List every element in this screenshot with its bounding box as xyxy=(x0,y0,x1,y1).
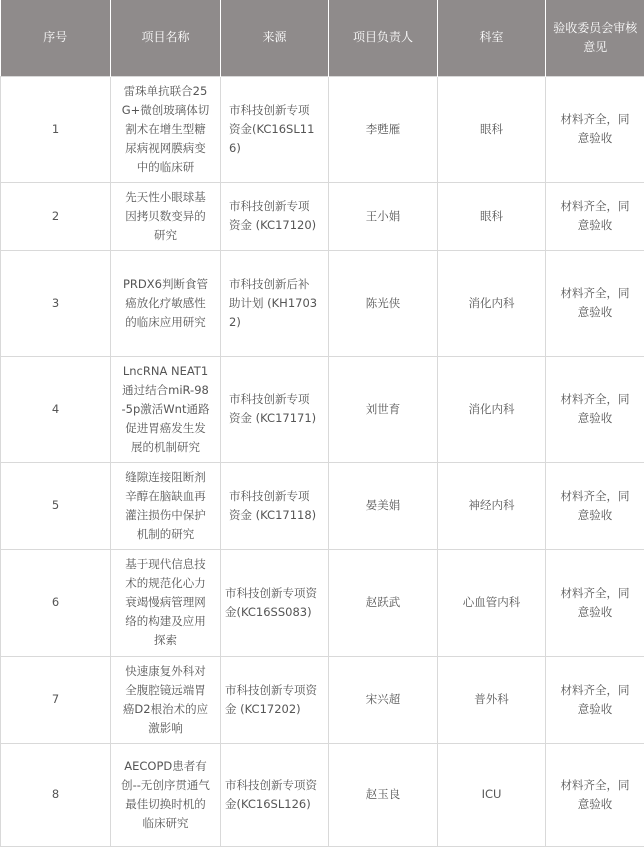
cell-no: 5 xyxy=(1,462,111,549)
cell-source: 市科技创新专项资金(KC16SL126) xyxy=(221,743,329,846)
cell-opinion: 材料齐全，同意验收 xyxy=(546,656,644,743)
cell-source: 市科技创新专项资金 (KC17171) xyxy=(221,356,329,462)
table-row xyxy=(1,182,644,250)
cell-opinion: 材料齐全，同意验收 xyxy=(546,182,644,250)
cell-leader: 晏美娟 xyxy=(329,462,438,549)
cell-opinion: 材料齐全，同意验收 xyxy=(546,549,644,656)
cell-project-name: AECOPD患者有创--无创序贯通气最佳切换时机的临床研究 xyxy=(111,743,221,846)
cell-department: 眼科 xyxy=(438,182,546,250)
table-row xyxy=(1,656,644,743)
cell-department: 心血管内科 xyxy=(438,549,546,656)
table-row xyxy=(1,462,644,549)
cell-source: 市科技创新专项资金(KC16SL116) xyxy=(221,76,329,182)
cell-project-name: PRDX6判断食管癌放化疗敏感性的临床应用研究 xyxy=(111,250,221,356)
cell-project-name: 缝隙连接阻断剂辛醇在脑缺血再灌注损伤中保护机制的研究 xyxy=(111,462,221,549)
header-source: 来源 xyxy=(221,0,329,76)
cell-no: 2 xyxy=(1,182,111,250)
header-opinion: 验收委员会审核意见 xyxy=(546,0,644,76)
header-row xyxy=(1,0,644,76)
table-row xyxy=(1,549,644,656)
cell-project-name: 雷珠单抗联合25G+微创玻璃体切割术在增生型糖尿病视网膜病变中的临床研 xyxy=(111,76,221,182)
cell-source: 市科技创新专项资金 (KC17118) xyxy=(221,462,329,549)
header-leader: 项目负责人 xyxy=(329,0,438,76)
cell-project-name: 先天性小眼球基因拷贝数变异的研究 xyxy=(111,182,221,250)
cell-no: 3 xyxy=(1,250,111,356)
cell-leader: 赵跃武 xyxy=(329,549,438,656)
cell-department: 眼科 xyxy=(438,76,546,182)
cell-project-name: 快速康复外科对全腹腔镜远端胃癌D2根治术的应激影响 xyxy=(111,656,221,743)
cell-department: 普外科 xyxy=(438,656,546,743)
cell-project-name: 基于现代信息技术的规范化心力衰竭慢病管理网络的构建及应用探索 xyxy=(111,549,221,656)
header-project-name: 项目名称 xyxy=(111,0,221,76)
cell-leader: 赵玉良 xyxy=(329,743,438,846)
cell-opinion: 材料齐全，同意验收 xyxy=(546,743,644,846)
cell-no: 7 xyxy=(1,656,111,743)
cell-source: 市科技创新专项资金(KC16SS083) xyxy=(221,549,329,656)
cell-leader: 刘世育 xyxy=(329,356,438,462)
table-body xyxy=(1,76,644,846)
table-row xyxy=(1,356,644,462)
cell-no: 4 xyxy=(1,356,111,462)
table-row xyxy=(1,250,644,356)
cell-leader: 李甦雁 xyxy=(329,76,438,182)
cell-department: ICU xyxy=(438,743,546,846)
table-row xyxy=(1,743,644,846)
header-no: 序号 xyxy=(1,0,111,76)
cell-department: 消化内科 xyxy=(438,250,546,356)
cell-source: 市科技创新专项资金 (KC17120) xyxy=(221,182,329,250)
cell-source: 市科技创新后补助计划 (KH17032) xyxy=(221,250,329,356)
cell-opinion: 材料齐全，同意验收 xyxy=(546,76,644,182)
cell-no: 1 xyxy=(1,76,111,182)
cell-project-name: LncRNA NEAT1通过结合miR-98-5p激活Wnt通路促进胃癌发生发展的机制研究 xyxy=(111,356,221,462)
table-header xyxy=(1,0,644,76)
cell-department: 消化内科 xyxy=(438,356,546,462)
cell-leader: 宋兴超 xyxy=(329,656,438,743)
header-department: 科室 xyxy=(438,0,546,76)
cell-source: 市科技创新专项资金 (KC17202) xyxy=(221,656,329,743)
cell-department: 神经内科 xyxy=(438,462,546,549)
cell-leader: 王小娟 xyxy=(329,182,438,250)
cell-no: 6 xyxy=(1,549,111,656)
cell-no: 8 xyxy=(1,743,111,846)
cell-opinion: 材料齐全，同意验收 xyxy=(546,356,644,462)
cell-leader: 陈光侠 xyxy=(329,250,438,356)
cell-opinion: 材料齐全，同意验收 xyxy=(546,250,644,356)
cell-opinion: 材料齐全，同意验收 xyxy=(546,462,644,549)
table-row xyxy=(1,76,644,182)
